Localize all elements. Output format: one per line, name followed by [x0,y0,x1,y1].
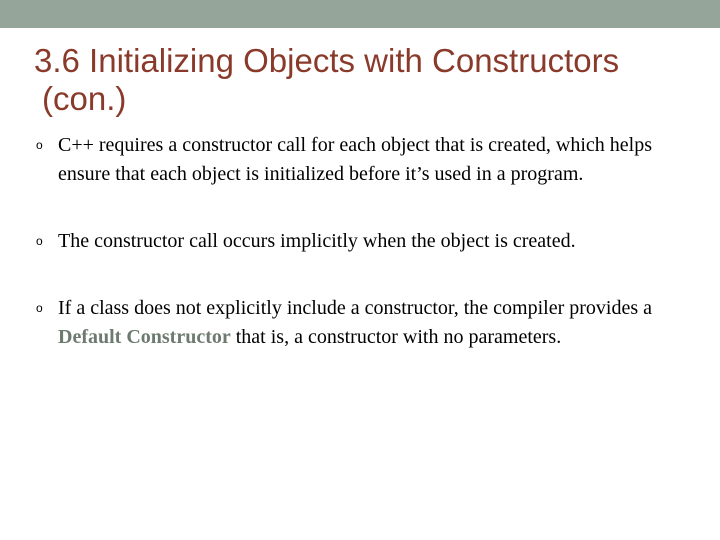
bullet-text-before: If a class does not explicitly include a constructor, the compiler provides a [58,297,653,319]
slide-title [34,42,694,118]
bullet-item [36,294,696,352]
bullet-text-after: that is, a constructor with no parameters. [230,326,562,348]
bullet-list [36,131,696,352]
top-bar [0,0,720,28]
bullet-marker-icon: o [36,138,43,152]
bullet-item [36,227,696,256]
bullet-text: C++ requires a constructor call for each object that is created, which helps ensure that each object is initialized before it’s used in a program. [58,134,652,185]
default-constructor-term: Default Constructor [58,326,231,348]
bullet-marker-icon: o [36,301,43,315]
bullet-marker-icon: o [36,234,43,248]
bullet-text: The constructor call occurs implicitly when the object is created. [58,230,576,252]
title-line-1: 3.6 Initializing Objects with Constructors [34,42,620,79]
title-line-2: (con.) [42,80,127,117]
bullet-item [36,131,696,189]
